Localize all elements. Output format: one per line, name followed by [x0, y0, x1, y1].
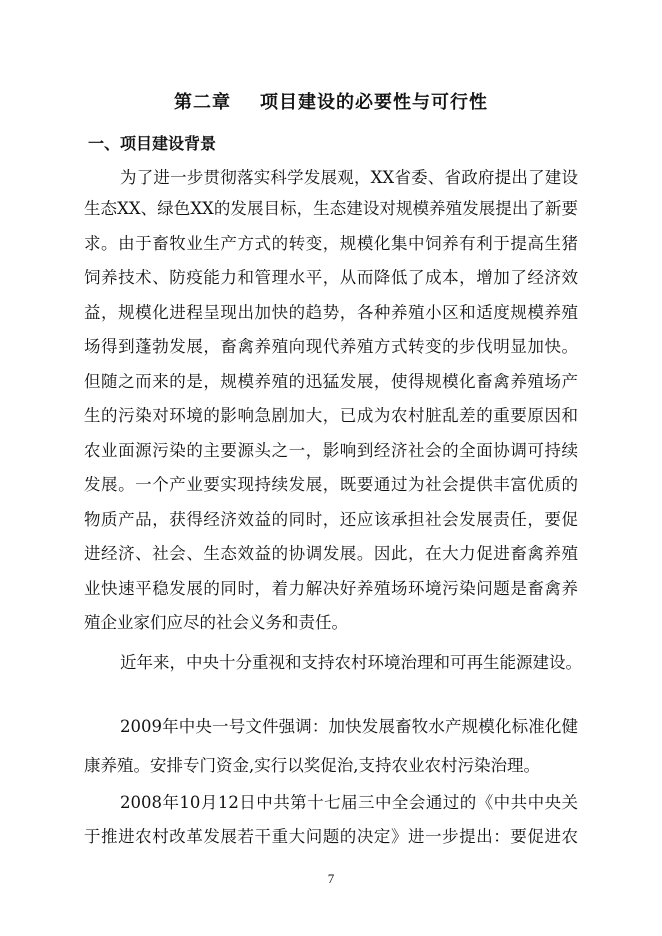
- paragraph-1-line: 业快速平稳发展的同时，着力解决好养殖场环境污染问题是畜禽养: [84, 579, 578, 598]
- paragraph-1-line: 为了进一步贯彻落实科学发展观，XX省委、省政府提出了建设: [120, 168, 578, 187]
- chapter-title: 第二章 项目建设的必要性与可行性: [173, 92, 489, 113]
- paragraph-1-line: 求。由于畜牧业生产方式的转变，规模化集中饲养有利于提高生猪: [84, 234, 578, 253]
- paragraph-1-line: 发展。一个产业要实现持续发展，既要通过为社会提供丰富优质的: [84, 475, 578, 494]
- paragraph-1-line: 殖企业家们应尽的社会义务和责任。: [84, 613, 348, 632]
- page-number: 7: [327, 871, 335, 886]
- paragraph-1-line: 进经济、社会、生态效益的协调发展。因此，在大力促进畜禽养殖: [84, 544, 578, 563]
- paragraph-1-line: 物质产品，获得经济效益的同时，还应该承担社会发展责任，要促: [84, 510, 578, 529]
- paragraph-3-line: 康养殖。安排专门资金,实行以奖促治,支持农业农村污染治理。: [84, 756, 540, 775]
- paragraph-1-line: 生态XX、绿色XX的发展目标，生态建设对规模养殖发展提出了新要: [84, 199, 578, 218]
- paragraph-1-line: 生的污染对环境的影响急剧加大，已成为农村脏乱差的重要原因和: [84, 406, 578, 425]
- section-heading: 一、项目建设背景: [88, 134, 217, 153]
- paragraph-2-line: 近年来，中央十分重视和支持农村环境治理和可再生能源建设。: [120, 653, 582, 672]
- paragraph-1-line: 益，规模化进程呈现出加快的趋势，各种养殖小区和适度规模养殖: [84, 303, 578, 322]
- paragraph-3-line: 2009年中央一号文件强调：加快发展畜牧水产规模化标准化健: [120, 717, 578, 736]
- paragraph-1-line: 场得到蓬勃发展，畜禽养殖向现代养殖方式转变的步伐明显加快。: [84, 337, 578, 356]
- paragraph-1-line: 饲养技术、防疫能力和管理水平，从而降低了成本，增加了经济效: [84, 268, 578, 287]
- paragraph-1-line: 但随之而来的是，规模养殖的迅猛发展，使得规模化畜禽养殖场产: [84, 372, 578, 391]
- paragraph-1-line: 农业面源污染的主要源头之一，影响到经济社会的全面协调可持续: [84, 441, 578, 460]
- paragraph-4-line: 于推进农村改革发展若干重大问题的决定》进一步提出：要促进农: [84, 827, 578, 846]
- paragraph-4-line: 2008年10月12日中共第十七届三中全会通过的《中共中央关: [120, 793, 578, 812]
